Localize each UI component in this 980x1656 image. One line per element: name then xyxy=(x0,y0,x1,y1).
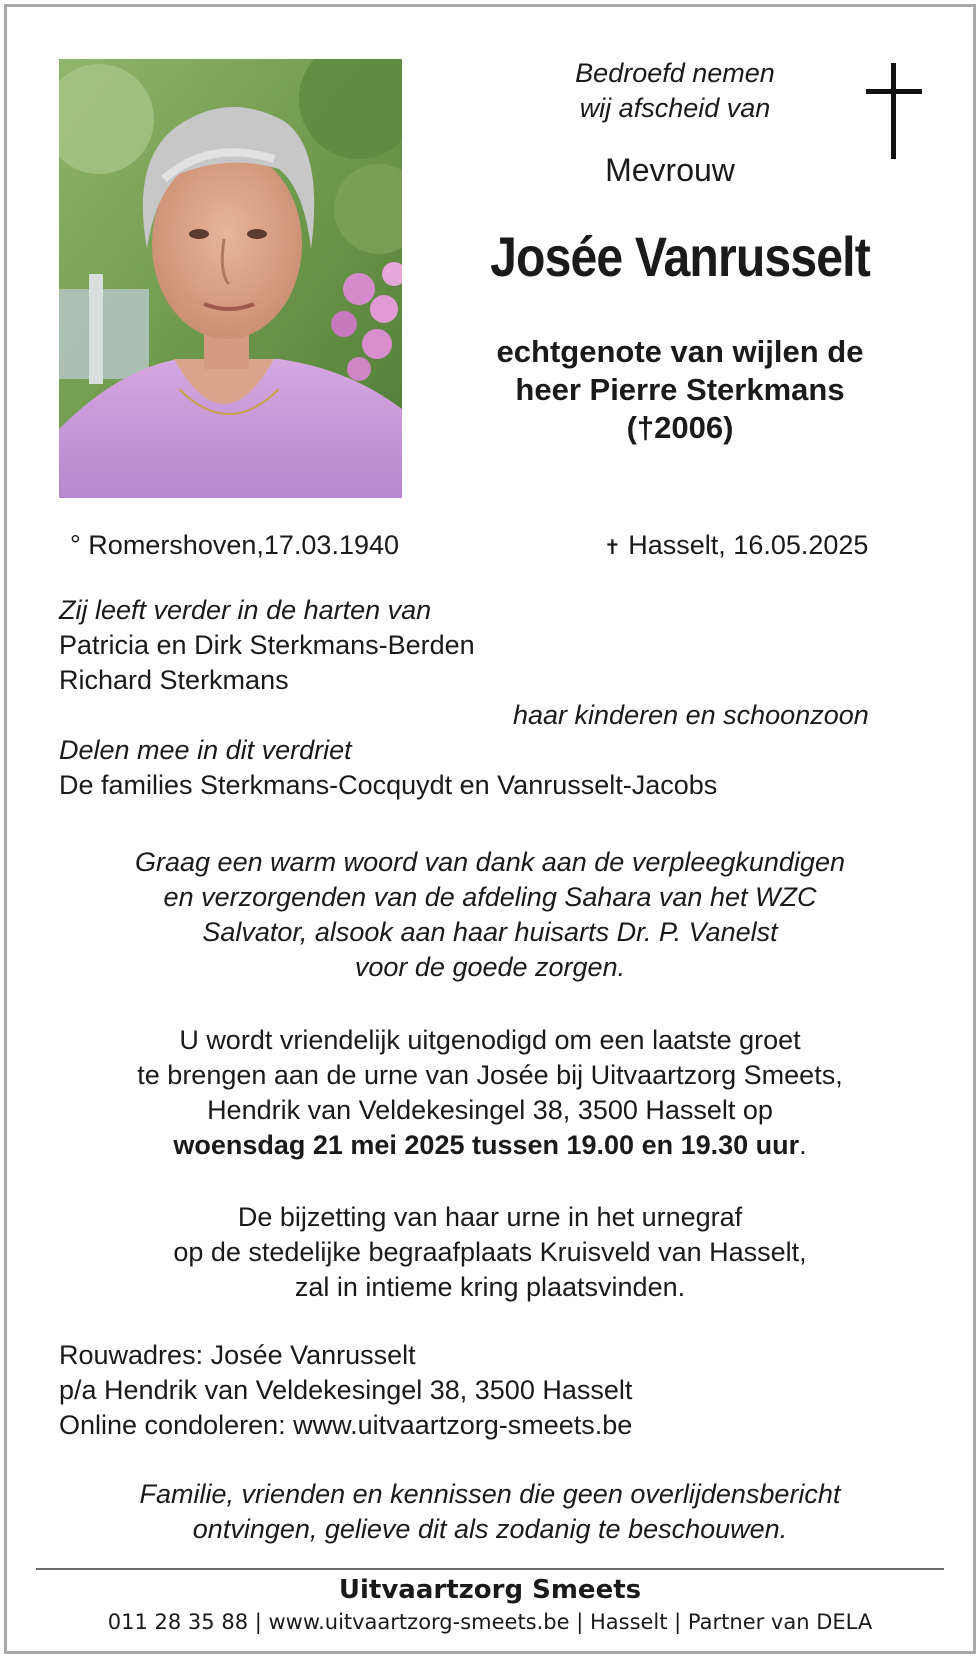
family-share-section xyxy=(59,733,717,803)
birth-info: ° Romershoven,17.03.1940 xyxy=(70,530,400,560)
funeral-home-info: 011 28 35 88 | www.uitvaartzorg-smeets.be | Hasselt | Partner van DELA xyxy=(107,1610,873,1634)
funeral-home-name: Uitvaartzorg Smeets xyxy=(338,1575,642,1605)
address-line: p/a Hendrik van Veldekesingel 38, 3500 Hasselt xyxy=(59,1375,633,1405)
thanks-section xyxy=(40,845,940,985)
intro-line: Bedroefd nemen xyxy=(575,58,775,88)
family-relation: haar kinderen en schoonzoon xyxy=(513,700,869,730)
thanks-line: Salvator, alsook aan haar huisarts Dr. P. Vanelst xyxy=(202,917,778,947)
deceased-name: Josée Vanrusselt xyxy=(490,225,870,288)
thanks-line: voor de goede zorgen. xyxy=(354,952,626,982)
thanks-line: en verzorgenden van de afdeling Sahara van het WZC xyxy=(163,882,817,912)
spouse-line: (†2006) xyxy=(626,410,734,445)
families-line: De families Sterkmans-Cocquydt en Vanrusselt-Jacobs xyxy=(59,770,718,800)
death-place-date: Hasselt, 16.05.2025 xyxy=(620,530,869,560)
invitation-line: Hendrik van Veldekesingel 38, 3500 Hasselt op xyxy=(207,1095,773,1125)
spouse-line: echtgenote van wijlen de xyxy=(496,334,864,369)
death-cross-icon: ✝ xyxy=(604,537,621,559)
invitation-section xyxy=(40,1023,940,1163)
spouse-line: heer Pierre Sterkmans xyxy=(515,372,845,407)
family-section xyxy=(59,593,475,698)
share-intro: Delen mee in dit verdriet xyxy=(59,735,352,765)
closing-line: ontvingen, gelieve dit als zodanig te beschouwen. xyxy=(192,1514,788,1544)
invitation-date: woensdag 21 mei 2025 tussen 19.00 en 19.30 uur xyxy=(173,1130,800,1160)
child-line: Richard Sterkmans xyxy=(59,665,289,695)
salutation: Mevrouw xyxy=(605,152,735,188)
intro-text xyxy=(520,56,830,126)
thanks-line: Graag een warm woord van dank aan de verpleegkundigen xyxy=(135,847,845,877)
family-intro: Zij leeft verder in de harten van xyxy=(59,595,432,625)
portrait-photo xyxy=(59,59,402,498)
burial-line: zal in intieme kring plaatsvinden. xyxy=(294,1272,686,1302)
invitation-date-tail: . xyxy=(799,1130,807,1160)
intro-line: wij afscheid van xyxy=(579,93,771,123)
latin-cross-icon xyxy=(866,63,922,159)
address-line: Rouwadres: Josée Vanrusselt xyxy=(59,1340,416,1370)
footer-divider xyxy=(36,1568,944,1570)
invitation-line: U wordt vriendelijk uitgenodigd om een laatste groet xyxy=(179,1025,801,1055)
death-info xyxy=(604,530,868,561)
address-line: Online condoleren: www.uitvaartzorg-smeets.be xyxy=(59,1410,633,1440)
closing-line: Familie, vrienden en kennissen die geen overlijdensbericht xyxy=(139,1479,841,1509)
child-line: Patricia en Dirk Sterkmans-Berden xyxy=(59,630,475,660)
spouse-text xyxy=(430,333,930,447)
address-section xyxy=(59,1338,632,1443)
closing-section xyxy=(40,1477,940,1547)
burial-line: De bijzetting van haar urne in het urnegraf xyxy=(237,1202,743,1232)
burial-line: op de stedelijke begraafplaats Kruisveld van Hasselt, xyxy=(173,1237,807,1267)
invitation-line: te brengen aan de urne van Josée bij Uitvaartzorg Smeets, xyxy=(137,1060,843,1090)
burial-section xyxy=(40,1200,940,1305)
invitation-date-line xyxy=(40,1128,940,1163)
